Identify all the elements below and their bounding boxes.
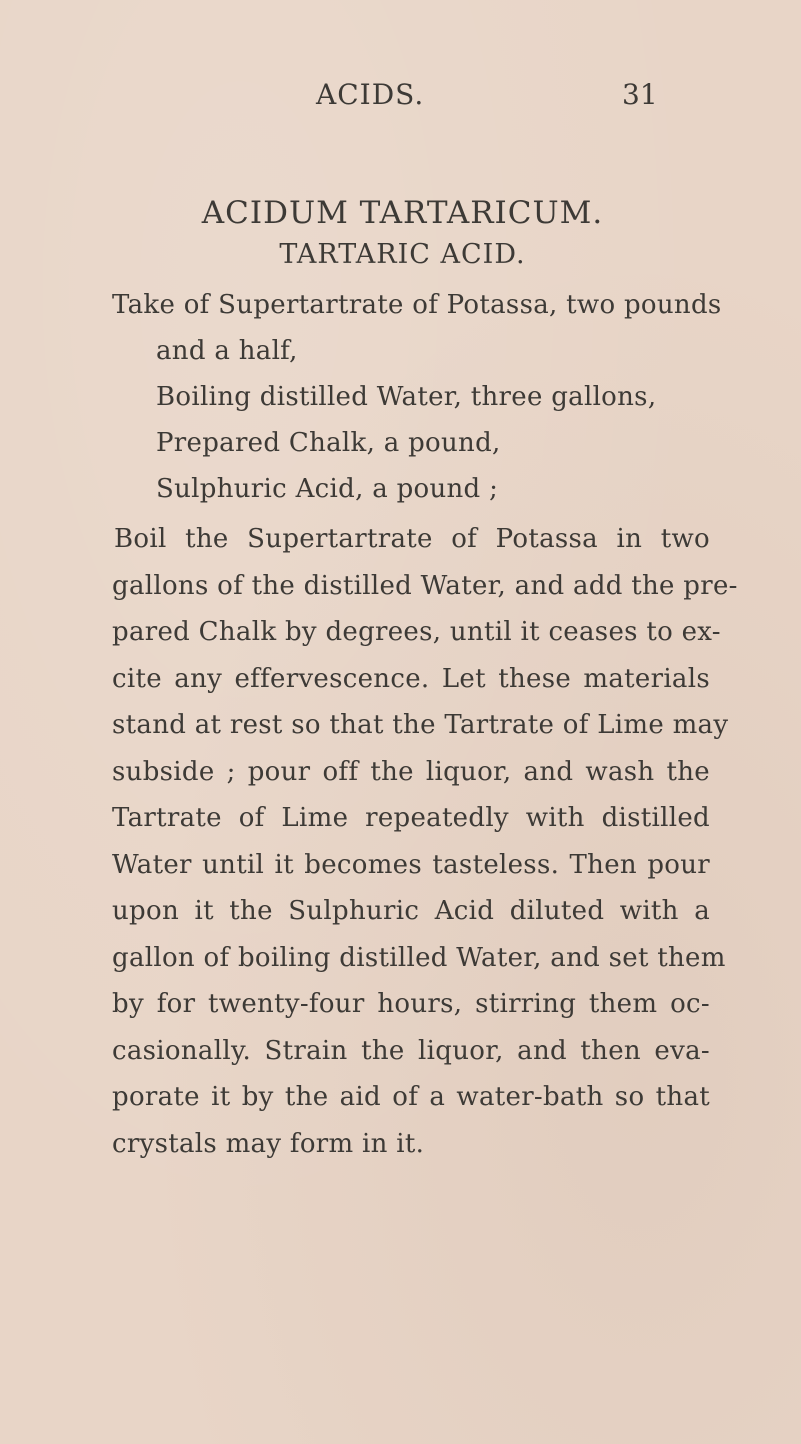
ingredient-line: Sulphuric Acid, a pound ; [156,474,499,504]
running-title: ACIDS. [316,78,425,111]
ingredient-line: Prepared Chalk, a pound, [156,428,501,458]
paragraph-line: pared Chalk by degrees, until it ceases to ex- [112,617,721,647]
paragraph-line: by for twenty-four hours, stirring them oc- [112,989,710,1019]
ingredient-line: Take of Supertartrate of Potassa, two pounds [112,290,722,320]
ingredient-line: and a half, [156,336,298,366]
instructions-paragraph [112,516,738,1167]
paragraph-line: subside ; pour off the liquor, and wash the [112,756,710,787]
paragraph-line: Tartrate of Lime repeatedly with distilled [112,803,710,833]
english-title: TARTARIC ACID. [279,239,526,270]
ingredient-line: Boiling distilled Water, three gallons, [156,382,657,412]
paragraph-line: stand at rest so that the Tartrate of Lime may [112,710,729,740]
paragraph-line: cite any effervescence. Let these materials [112,663,710,694]
paragraph-line: Boil the Supertartrate of Potassa in two [114,524,710,554]
paragraph-line: casionally. Strain the liquor, and then eva- [112,1035,710,1066]
latin-title: ACIDUM TARTARICUM. [201,195,604,231]
section-titles [0,194,801,273]
paragraph-line: upon it the Sulphuric Acid diluted with a [112,896,710,926]
ingredients-list [112,282,722,512]
paragraph-line: Water until it becomes tasteless. Then pour [112,849,710,880]
paragraph-line: gallon of boiling distilled Water, and set them [112,942,726,973]
page-number: 31 [622,78,658,111]
paragraph-line: crystals may form in it. [112,1128,425,1159]
paragraph-line: gallons of the distilled Water, and add the pre- [112,570,738,601]
running-head [0,78,801,118]
paragraph-line: porate it by the aid of a water-bath so that [112,1082,710,1112]
